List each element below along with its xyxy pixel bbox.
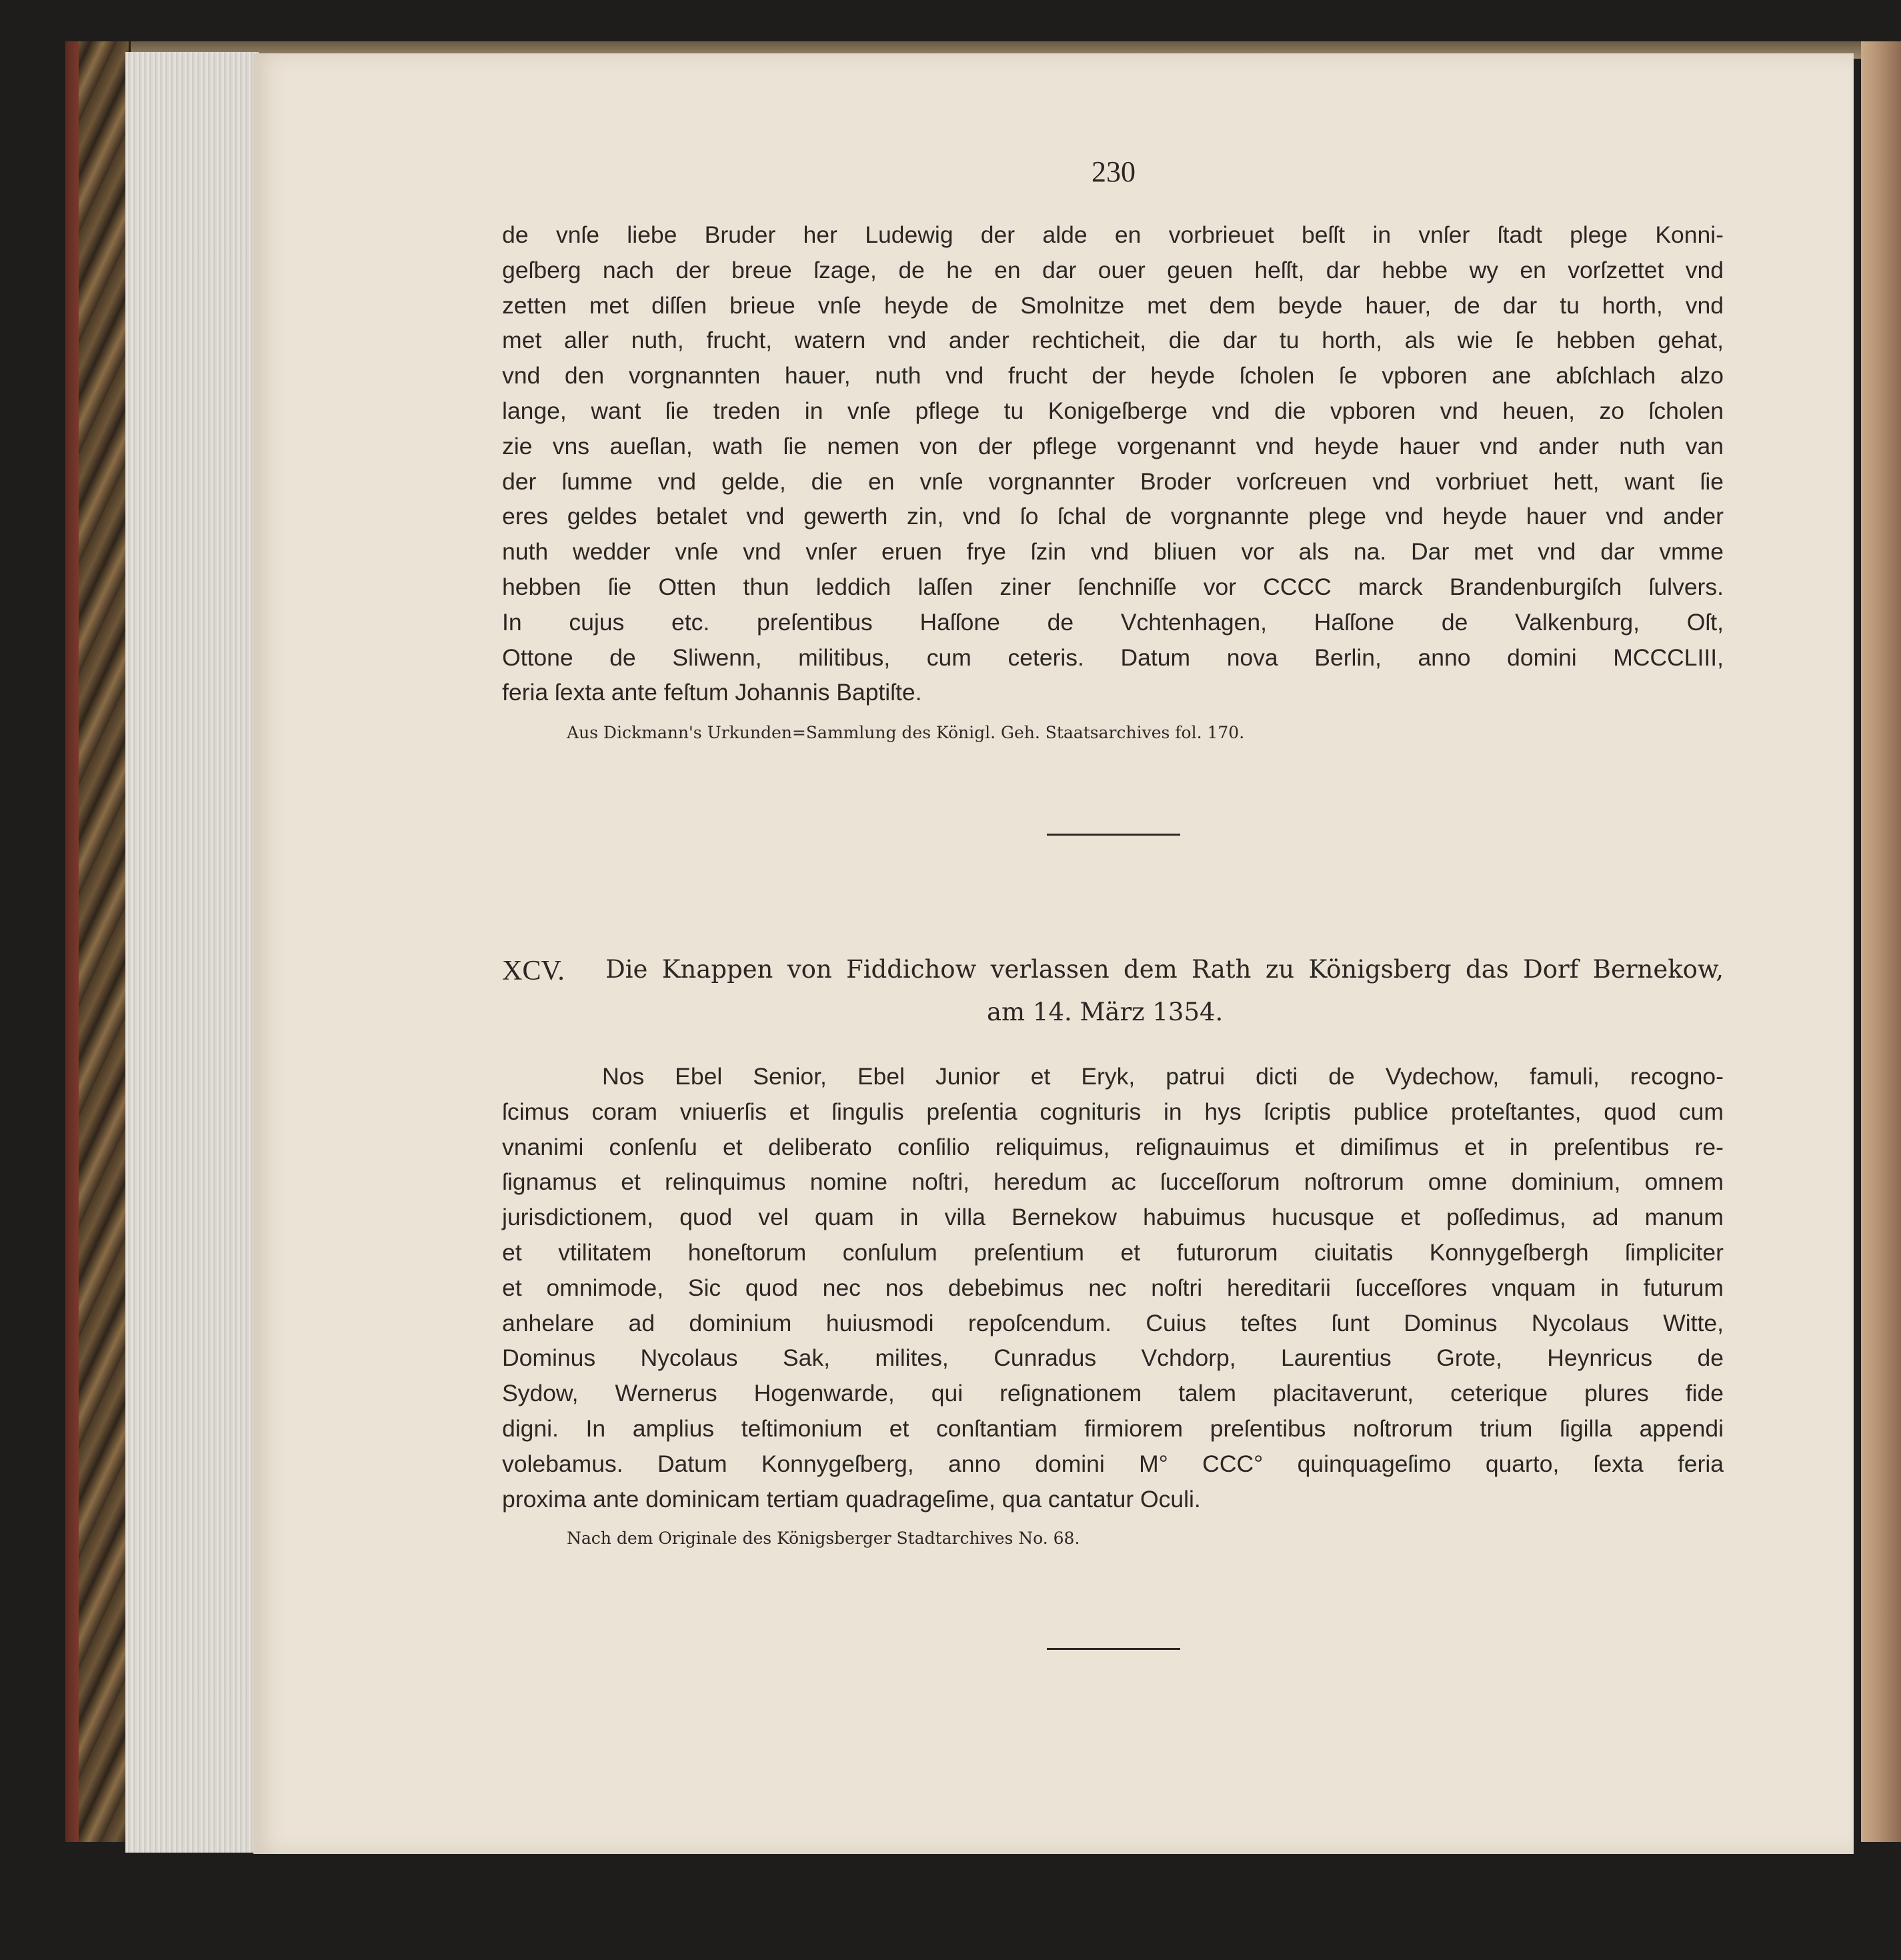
- text-line: digni. In amplius teſtimonium et conſtantiam firmiorem preſentibus noſtrorum trium ſigilla appendi: [502, 1414, 1724, 1442]
- doc95-source-note: Nach dem Originale des Königsberger Stadtarchives No. 68.: [567, 1529, 1080, 1548]
- text-line: vnanimi conſenſu et deliberato conſilio reliquimus, reſignauimus et dimiſimus et in preſentibus re-: [502, 1133, 1724, 1160]
- text-line: lange, want ſie treden in vnſe pflege tu Konigeſberge vnd die vpboren vnd heuen, zo ſcholen: [502, 397, 1724, 424]
- document-title-line1: Die Knappen von Fiddichow verlassen dem Rath zu Königsberg das Dorf Bernekow,: [605, 955, 1724, 984]
- document-title-line2: am 14. März 1354.: [987, 998, 1224, 1026]
- section-divider-end: [1047, 1648, 1180, 1650]
- text-line: met aller nuth, frucht, watern vnd ander rechticheit, die dar tu horth, als wie ſe hebben gehat,: [502, 327, 1724, 354]
- text-line: de vnſe liebe Bruder her Ludewig der alde en vorbrieuet beſſt in vnſer ſtadt plege Konni-: [502, 221, 1724, 248]
- document-number: XCV.: [502, 956, 565, 986]
- page-edges: [125, 52, 259, 1853]
- text-line: Sydow, Wernerus Hogenwarde, qui reſignationem talem placitaverunt, ceterique plures fide: [502, 1380, 1724, 1407]
- text-line: In cujus etc. preſentibus Haſſone de Vchtenhagen, Haſſone de Valkenburg, Oſt,: [502, 608, 1724, 636]
- book-spine-edge: [65, 41, 79, 1842]
- text-line: et vtilitatem honeſtorum conſulum preſentium et futurorum ciuitatis Konnygeſbergh ſimpliciter: [502, 1238, 1724, 1266]
- doc94-source-note: Aus Dickmann's Urkunden=Sammlung des Königl. Geh. Staatsarchives fol. 170.: [567, 723, 1245, 742]
- text-line: vnd den vorgnannten hauer, nuth vnd frucht der heyde ſcholen ſe vpboren ane abſchlach alzo: [502, 362, 1724, 389]
- text-line: et omnimode, Sic quod nec nos debebimus nec noſtri hereditarii ſucceſſores vnquam in futurum: [502, 1274, 1724, 1301]
- text-line: proxima ante dominicam tertiam quadrageſime, qua cantatur Oculi.: [502, 1485, 1201, 1513]
- text-line: zie vns aueſlan, wath ſie nemen von der pflege vorgenannt vnd heyde hauer vnd ander nuth van: [502, 432, 1724, 459]
- text-line: ſcimus coram vniuerſis et ſingulis preſentia cognituris in hys ſcriptis publice proteſtantes, quod cum: [502, 1098, 1724, 1125]
- text-line: geſberg nach der breue ſzage, de he en dar ouer geuen heſſt, dar hebbe wy en vorſzettet vnd: [502, 256, 1724, 283]
- text-line: Nos Ebel Senior, Ebel Junior et Eryk, patrui dicti de Vydechow, famuli, recogno-: [602, 1063, 1724, 1090]
- book-cover-right: [1861, 41, 1901, 1842]
- text-line: Ottone de Sliwenn, militibus, cum ceteris. Datum nova Berlin, anno domini MCCCLIII,: [502, 644, 1724, 671]
- text-line: hebben ſie Otten thun leddich laſſen ziner ſenchniſſe vor CCCC marck Brandenburgiſch ſulvers.: [502, 573, 1724, 600]
- doc95-text: [502, 1059, 1724, 1517]
- text-line: zetten met diſſen brieue vnſe heyde de Smolnitze met dem beyde hauer, de dar tu horth, vnd: [502, 291, 1724, 319]
- text-line: der ſumme vnd gelde, die en vnſe vorgnannter Broder vorſcreuen vnd vorbriuet hett, want ſie: [502, 467, 1724, 495]
- text-line: nuth wedder vnſe vnd vnſer eruen frye ſzin vnd bliuen vor als na. Dar met vnd dar vmme: [502, 538, 1724, 566]
- text-line: volebamus. Datum Konnygeſberg, anno domini M° CCC° quinquageſimo quarto, ſexta feria: [502, 1450, 1724, 1477]
- text-line: anhelare ad dominium huiusmodi repoſcendum. Cuius teſtes ſunt Dominus Nycolaus Witte,: [502, 1309, 1724, 1336]
- doc94-text: [502, 217, 1724, 710]
- section-divider: [1047, 834, 1180, 836]
- page-number: 230: [1092, 155, 1136, 188]
- text-line: feria ſexta ante feſtum Johannis Baptiſte.: [502, 679, 922, 706]
- text-line: eres geldes betalet vnd gewerth zin, vnd ſo ſchal de vorgnannte plege vnd heyde hauer vnd ander: [502, 503, 1724, 530]
- book-page: [253, 53, 1854, 1854]
- text-line: jurisdictionem, quod vel quam in villa Bernekow habuimus hucusque et poſſedimus, ad manum: [502, 1204, 1724, 1231]
- text-line: Dominus Nycolaus Sak, milites, Cunradus Vchdorp, Laurentius Grote, Heynricus de: [502, 1344, 1724, 1372]
- text-line: ſignamus et relinquimus nomine noſtri, heredum ac ſucceſſorum noſtrorum omne dominium, omnem: [502, 1168, 1724, 1196]
